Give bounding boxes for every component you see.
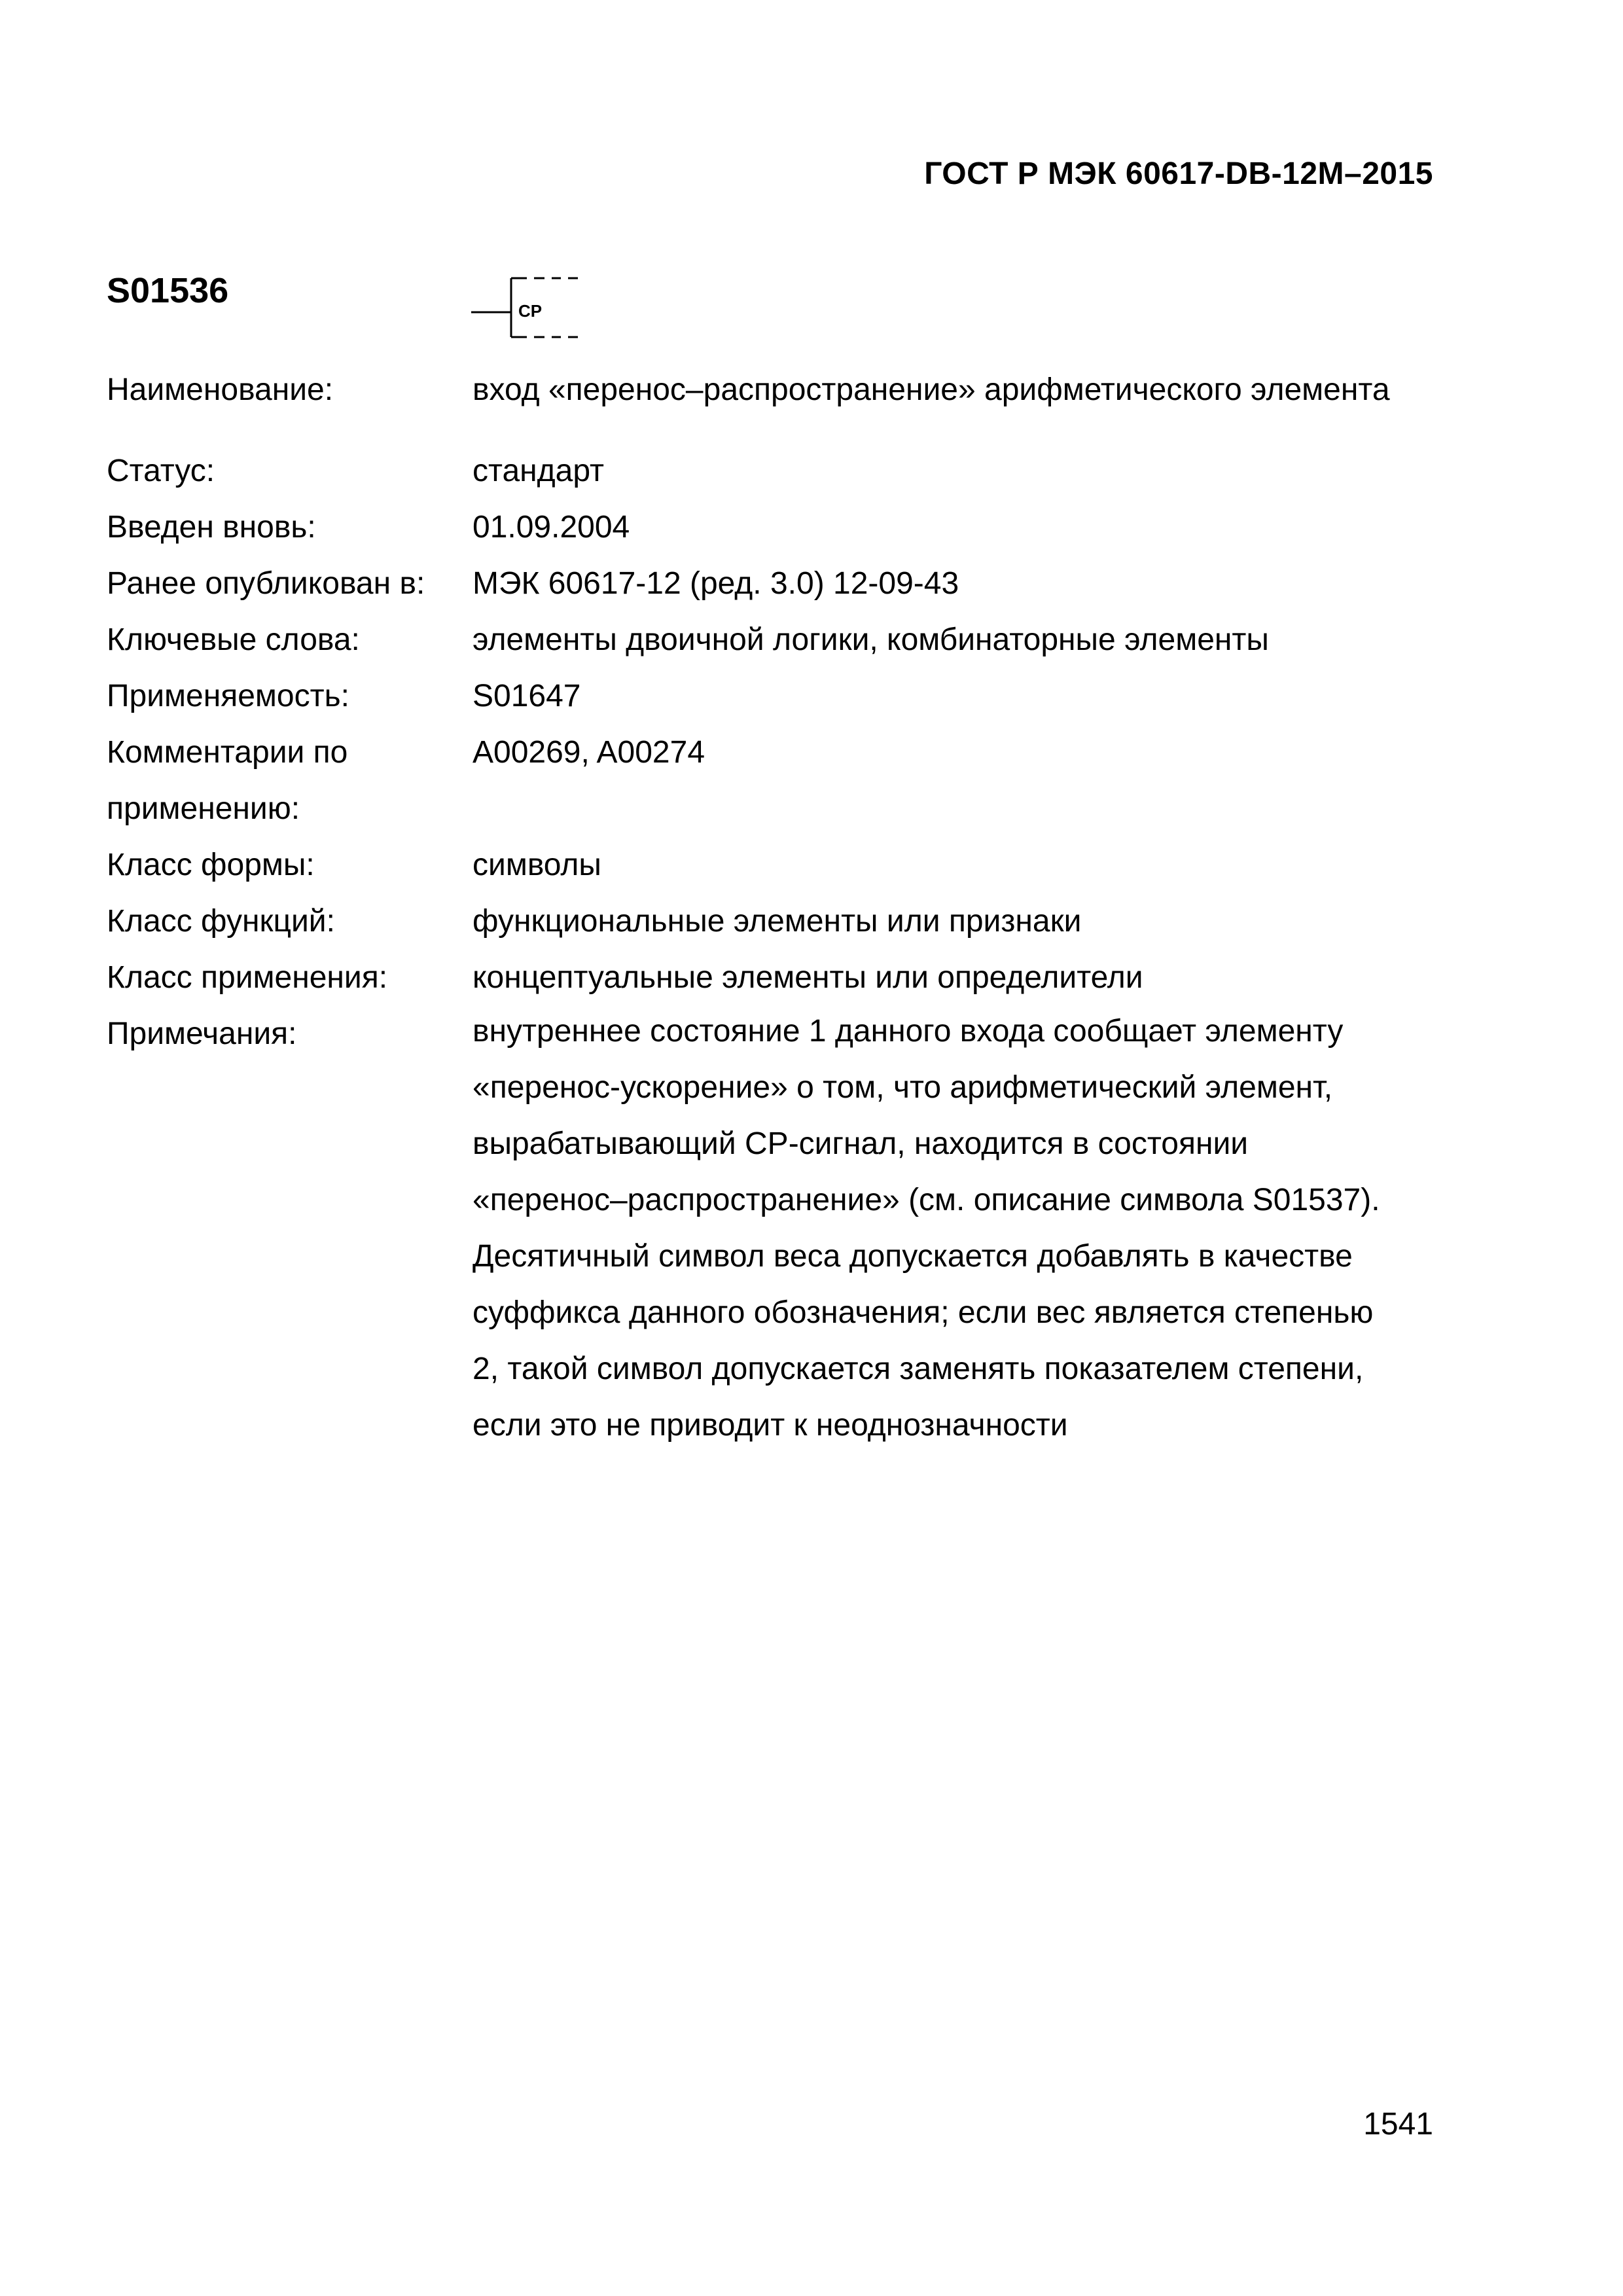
application-comments-value: A00269, A00274 [473, 735, 705, 770]
status-value: стандарт [473, 454, 604, 488]
notes-line: вырабатывающий CP-сигнал, находится в состоянии [473, 1126, 1249, 1161]
notes-line: «перенос–распространение» (см. описание символа S01537). [473, 1183, 1380, 1217]
carry-propagate-input-symbol-icon [469, 272, 593, 347]
notes-line: Десятичный символ веса допускается добавлять в качестве [473, 1239, 1353, 1274]
symbol-cp-label: CP [518, 301, 543, 321]
function-class-value: функциональные элементы или признаки [473, 904, 1082, 939]
previously-published-label: Ранее опубликован в: [107, 566, 425, 601]
keywords-value: элементы двоичной логики, комбинаторные элементы [473, 622, 1269, 657]
notes-line: если это не приводит к неоднозначности [473, 1408, 1068, 1443]
notes-label: Примечания: [107, 1016, 297, 1051]
application-comments-label-line1: Комментарии по [107, 735, 348, 770]
notes-line: «перенос-ускорение» о том, что арифметический элемент, [473, 1070, 1333, 1105]
notes-text [473, 1003, 1380, 1454]
introduced-label: Введен вновь: [107, 510, 316, 545]
application-comments-label-line2: применению: [107, 791, 300, 826]
name-value: вход «перенос–распространение» арифметического элемента [473, 372, 1390, 407]
page-number: 1541 [1363, 2107, 1433, 2142]
introduced-value: 01.09.2004 [473, 510, 630, 545]
notes-line: суффикса данного обозначения; если вес является степенью [473, 1295, 1374, 1330]
function-class-label: Класс функций: [107, 904, 335, 939]
document-code: ГОСТ Р МЭК 60617-DB-12M–2015 [924, 156, 1433, 191]
form-class-label: Класс формы: [107, 848, 315, 882]
application-class-label: Класс применения: [107, 960, 388, 995]
name-label: Наименование: [107, 372, 334, 407]
symbol-id: S01536 [107, 271, 229, 310]
application-class-value: концептуальные элементы или определители [473, 960, 1143, 995]
keywords-label: Ключевые слова: [107, 622, 360, 657]
applicability-value: S01647 [473, 679, 581, 713]
notes-line: внутреннее состояние 1 данного входа сообщает элементу [473, 1014, 1344, 1049]
form-class-value: символы [473, 848, 601, 882]
notes-line: 2, такой символ допускается заменять показателем степени, [473, 1352, 1364, 1386]
previously-published-value: МЭК 60617-12 (ред. 3.0) 12-09-43 [473, 566, 959, 601]
applicability-label: Применяемость: [107, 679, 349, 713]
status-label: Статус: [107, 454, 215, 488]
